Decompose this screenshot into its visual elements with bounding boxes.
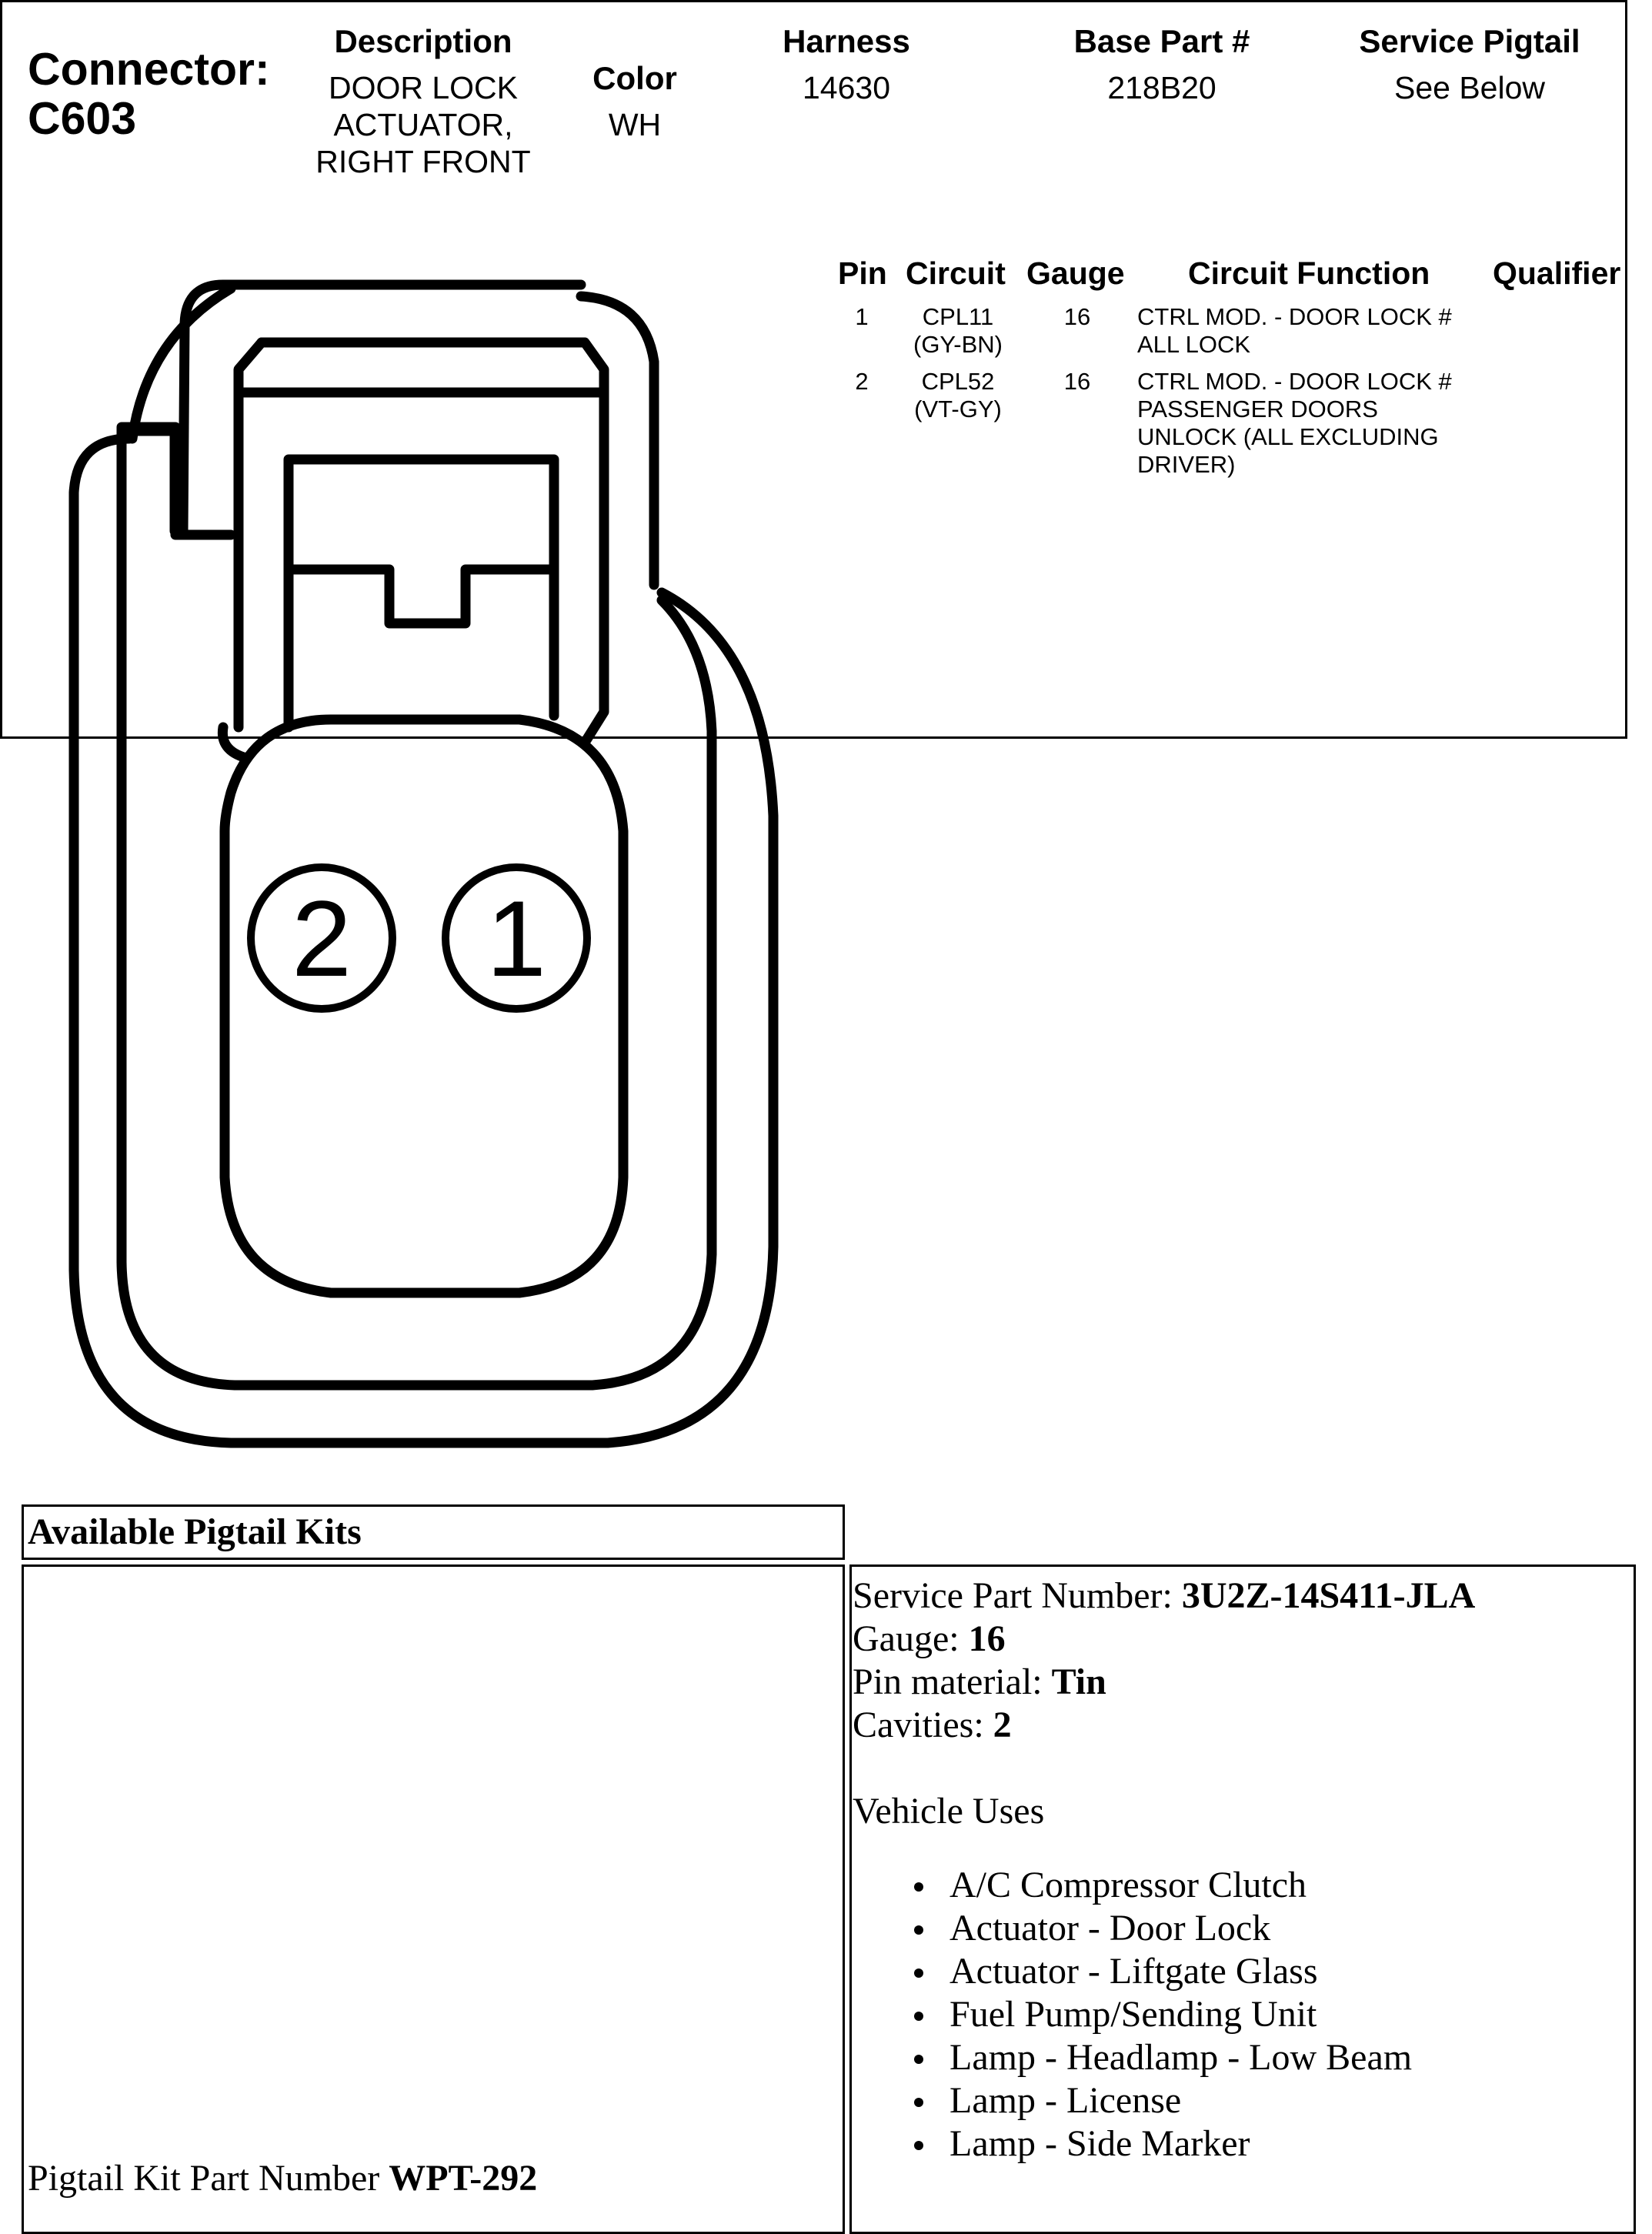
pigtail-kit-part-value: WPT-292 [389, 2158, 538, 2199]
circuit-color: (GY-BN) [913, 331, 1003, 358]
service-pigtail-value: See Below [1393, 70, 1545, 105]
pigtail-title: Available Pigtail Kits [28, 1511, 362, 1552]
circuit-color: (VT-GY) [914, 396, 1002, 422]
pin-column-header: Pin [838, 255, 887, 291]
cavities-value: 2 [993, 1705, 1012, 1745]
color-value: WH [608, 107, 662, 142]
function-line: DRIVER) [1137, 451, 1236, 478]
function-cell [1137, 303, 1452, 359]
pin-2-label: 2 [292, 878, 352, 999]
function-line: PASSENGER DOORS [1137, 396, 1378, 422]
description-line: ACTUATOR, [333, 107, 513, 142]
color-header: Color [592, 60, 677, 96]
kit-gauge: Gauge: 16 [853, 1618, 1006, 1659]
qualifier-column-header: Qualifier [1493, 255, 1621, 291]
function-line: UNLOCK (ALL EXCLUDING [1137, 423, 1439, 450]
function-line: ALL LOCK [1137, 331, 1251, 358]
function-line: CTRL MOD. - DOOR LOCK # [1137, 303, 1452, 330]
harness-header: Harness [783, 23, 910, 59]
circuit-cell [893, 368, 1023, 423]
kit-gauge-value: 16 [968, 1618, 1006, 1659]
vehicle-use-item: Actuator - Door Lock [853, 1907, 1412, 1950]
service-part-value: 3U2Z-14S411-JLA [1181, 1575, 1476, 1616]
pigtail-image-cell [22, 1564, 845, 2234]
vehicle-use-item: A/C Compressor Clutch [853, 1864, 1412, 1907]
description-line: RIGHT FRONT [315, 144, 531, 179]
connector-label-line1: Connector: [28, 44, 270, 95]
lock-tab-outline [289, 459, 554, 727]
pigtail-kit-part-number: Pigtail Kit Part Number WPT-292 [28, 2158, 538, 2199]
vehicle-use-item: Lamp - Headlamp - Low Beam [853, 2036, 1412, 2079]
vehicle-use-item: Lamp - Side Marker [853, 2122, 1412, 2166]
hook-outline [222, 727, 246, 758]
circuit-id: CPL52 [921, 368, 995, 395]
gauge-cell: 16 [1063, 368, 1091, 395]
base-part-value: 218B20 [1107, 70, 1216, 105]
vehicle-use-item: Fuel Pump/Sending Unit [853, 1993, 1412, 2036]
pin-1-label: 1 [486, 878, 546, 999]
circuit-cell [893, 303, 1023, 359]
harness-value: 14630 [802, 70, 890, 105]
pin-material: Pin material: Tin [853, 1661, 1106, 1702]
description-header: Description [334, 23, 512, 59]
lock-tab-outline [289, 569, 554, 623]
vehicle-uses-title: Vehicle Uses [853, 1791, 1045, 1832]
description-line: DOOR LOCK [328, 70, 519, 105]
function-cell [1137, 368, 1452, 479]
pin-number: 1 [855, 303, 869, 330]
cavities: Cavities: 2 [853, 1705, 1012, 1745]
function-line: CTRL MOD. - DOOR LOCK # [1137, 368, 1452, 395]
vehicle-uses-list [853, 1864, 1412, 2166]
inner-housing-outline [581, 296, 654, 585]
pin-material-value: Tin [1051, 1661, 1106, 1702]
pin-number: 2 [855, 368, 869, 395]
vehicle-use-item: Lamp - License [853, 2079, 1412, 2122]
gauge-column-header: Gauge [1026, 255, 1125, 291]
circuit-column-header: Circuit [906, 255, 1006, 291]
connector-face-diagram [0, 0, 846, 1478]
vehicle-use-item: Actuator - Liftgate Glass [853, 1950, 1412, 1993]
gauge-cell: 16 [1063, 303, 1091, 330]
base-part-header: Base Part # [1073, 23, 1250, 59]
function-column-header: Circuit Function [1188, 255, 1430, 291]
pin-face-outline [225, 720, 623, 1293]
lock-cap-outline [239, 342, 262, 727]
circuit-id: CPL11 [922, 303, 994, 330]
service-part-number: Service Part Number: 3U2Z-14S411-JLA [853, 1575, 1476, 1616]
service-pigtail-header: Service Pigtail [1359, 23, 1580, 59]
connector-id: C603 [28, 93, 137, 144]
